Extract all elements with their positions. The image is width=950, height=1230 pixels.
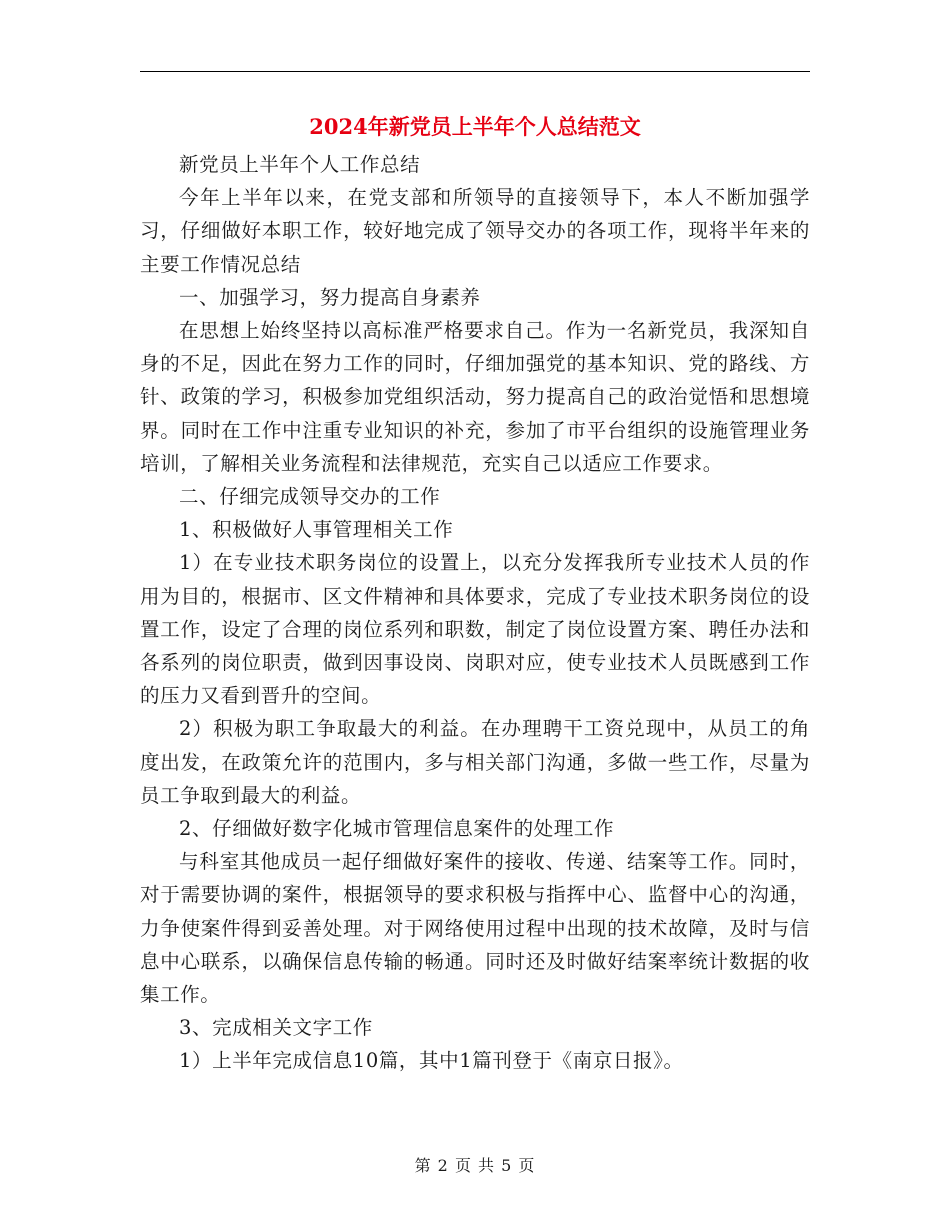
document-body [140, 148, 810, 1078]
subsection-heading-1: 1、积极做好人事管理相关工作 [179, 518, 454, 542]
subsection-heading-3: 3、完成相关文字工作 [179, 1016, 373, 1040]
page-number: 第 2 页 共 5 页 [414, 1156, 536, 1175]
body-paragraph: 1）上半年完成信息10篇，其中1篇刊登于《南京日报》。 [179, 1049, 684, 1073]
body-paragraph: 在思想上始终坚持以高标准严格要求自己。作为一名新党员，我深知自身的不足，因此在努力工作的同时，仔细加强党的基本知识、党的路线、方针、政策的学习，积极参加党组织活动，努力提高自己的政治觉悟和思想境界。同时在工作中注重专业知识的补充，参加了市平台组织的设施管理业务培训，了解相关业务流程和法律规范，充实自己以适应工作要求。 [140, 319, 810, 475]
section-heading-2: 二、仔细完成领导交办的工作 [179, 485, 441, 509]
header-rule [140, 71, 810, 72]
body-paragraph: 与科室其他成员一起仔细做好案件的接收、传递、结案等工作。同时，对于需要协调的案件，根据领导的要求积极与指挥中心、监督中心的沟通，力争使案件得到妥善处理。对于网络使用过程中出现的技术故障，及时与信息中心联系，以确保信息传输的畅通。同时还及时做好结案率统计数据的收集工作。 [140, 850, 810, 1007]
body-paragraph: 1）在专业技术职务岗位的设置上，以充分发挥我所专业技术人员的作用为目的，根据市、区文件精神和具体要求，完成了专业技术职务岗位的设置工作，设定了合理的岗位系列和职数，制定了岗位设置方案、聘任办法和各系列的岗位职责，做到因事设岗、岗职对应，使专业技术人员既感到工作的压力又看到晋升的空间。 [140, 551, 810, 708]
document-title: 2024年新党员上半年个人总结范文 [309, 114, 641, 139]
subtitle-paragraph: 新党员上半年个人工作总结 [179, 153, 421, 176]
subsection-heading-2: 2、仔细做好数字化城市管理信息案件的处理工作 [179, 817, 615, 841]
section-heading-1: 一、加强学习，努力提高自身素养 [179, 285, 481, 309]
intro-paragraph: 今年上半年以来，在党支部和所领导的直接领导下，本人不断加强学习，仔细做好本职工作，较好地完成了领导交办的各项工作，现将半年来的主要工作情况总结 [140, 186, 810, 276]
body-paragraph: 2）积极为职工争取最大的利益。在办理聘干工资兑现中，从员工的角度出发，在政策允许的范围内，多与相关部门沟通，多做一些工作，尽量为员工争取到最大的利益。 [140, 717, 810, 807]
